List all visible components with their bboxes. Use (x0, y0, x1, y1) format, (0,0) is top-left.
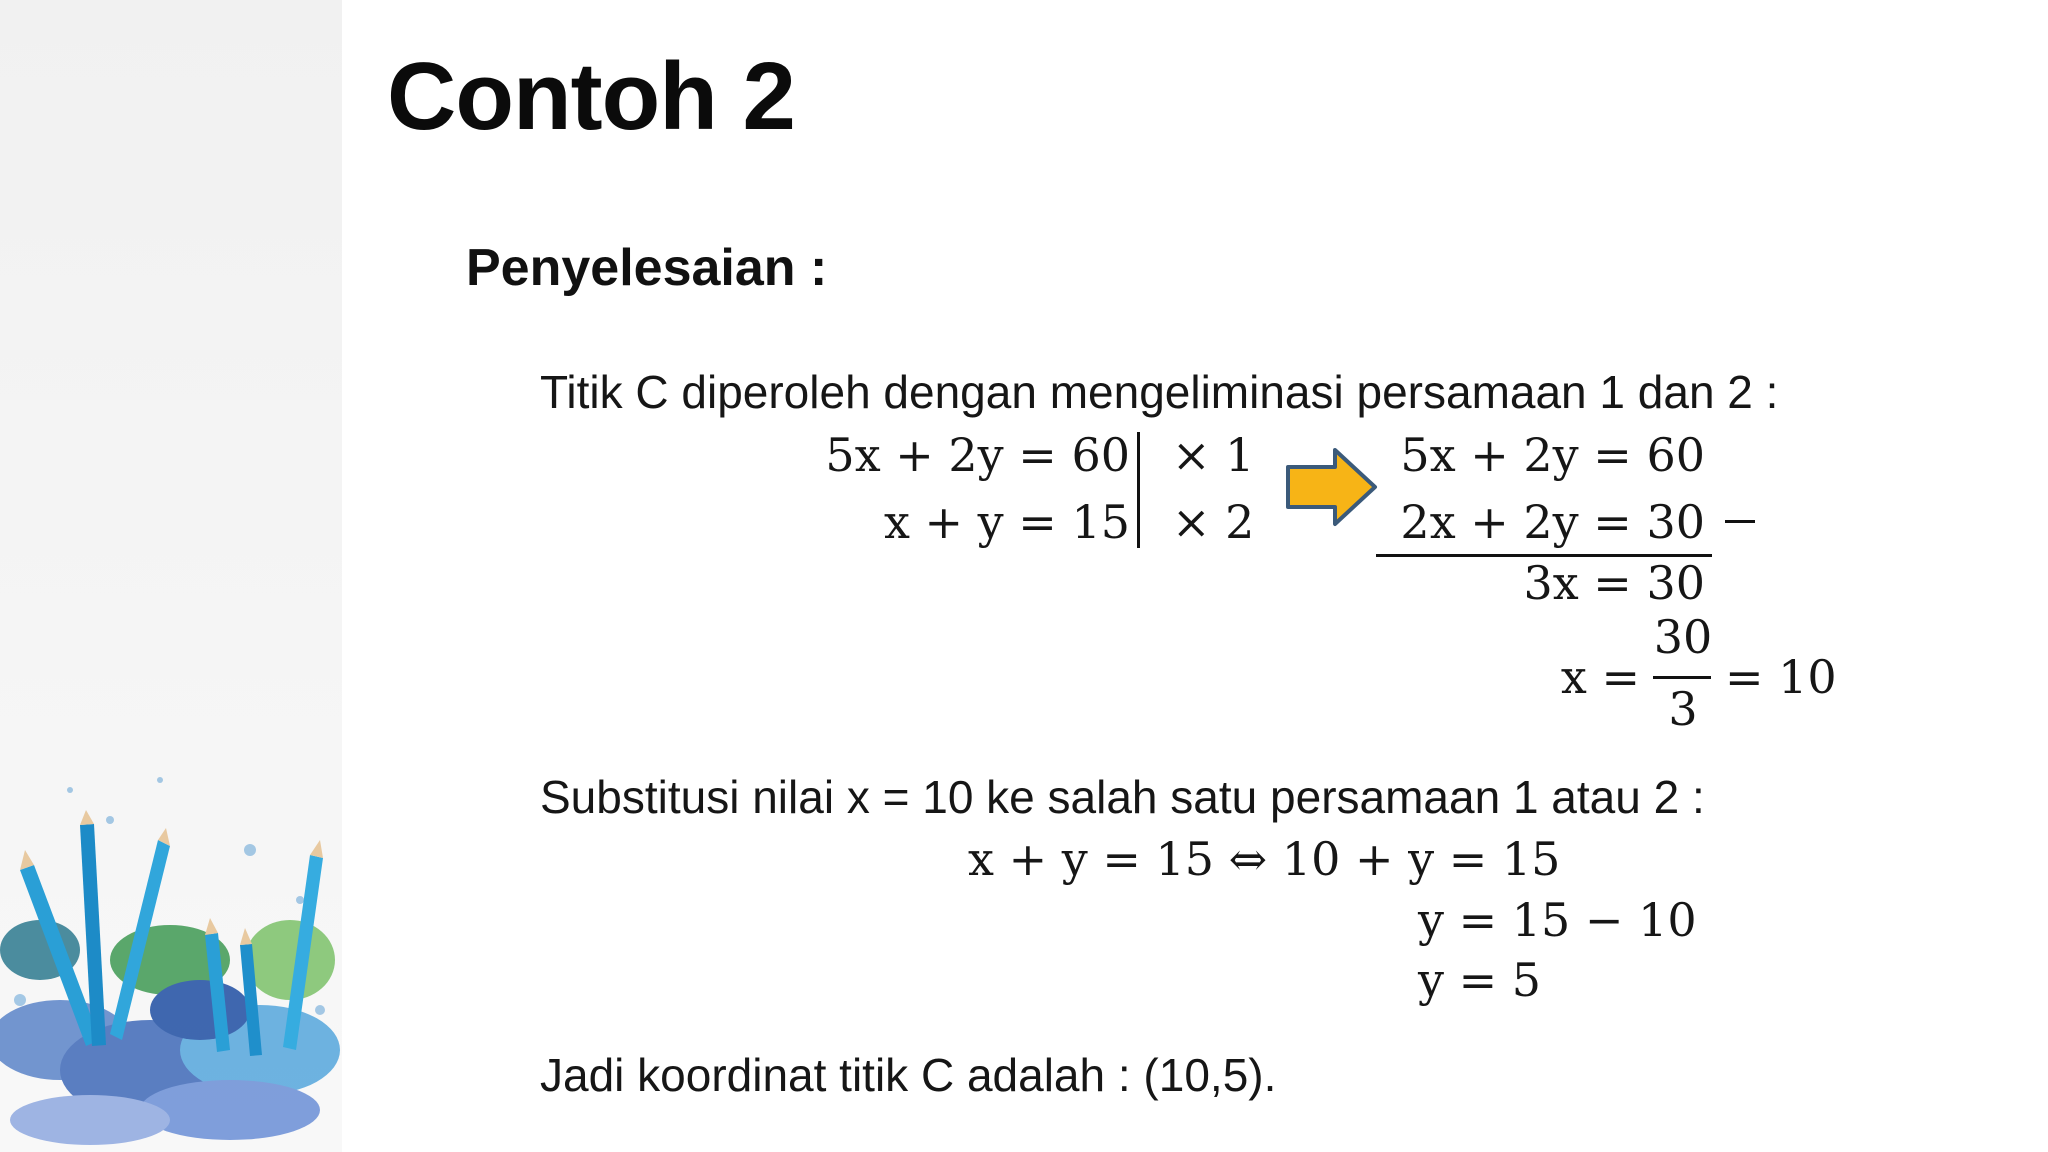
slide-title: Contoh 2 (387, 43, 795, 150)
fraction-bar (1653, 676, 1711, 679)
substitution-line-2: y = 15 − 10 (1418, 893, 1697, 947)
conclusion-text: Jadi koordinat titik C adalah : (10,5). (540, 1049, 1277, 1101)
fraction-denominator: 3 (1668, 682, 1698, 736)
fraction-numerator: 30 (1653, 610, 1713, 664)
section-heading: Penyelesaian : (466, 239, 828, 297)
substitution-line-1: x + y = 15 ⇔ 10 + y = 15 (968, 832, 1561, 886)
equation-2-left: x + y = 15 (883, 495, 1130, 549)
pencils-image (0, 0, 342, 1152)
x-solution-lhs: x = (1560, 650, 1640, 704)
subtraction-sign (1725, 520, 1755, 523)
elimination-intro: Titik C diperoleh dengan mengeliminasi persamaan 1 dan 2 : (540, 366, 1779, 418)
multiplier-1: × 1 (1172, 428, 1255, 482)
equation-1-left: 5x + 2y = 60 (825, 428, 1130, 482)
multiplier-separator (1137, 432, 1140, 548)
multiplier-2: × 2 (1172, 495, 1255, 549)
equation-2-right: 2x + 2y = 30 (1400, 495, 1705, 549)
elimination-result: 3x = 30 (1523, 556, 1705, 610)
decorative-sidebar (0, 0, 342, 1152)
equation-1-right: 5x + 2y = 60 (1400, 428, 1705, 482)
x-solution-rhs: = 10 (1725, 650, 1837, 704)
substitution-intro: Substitusi nilai x = 10 ke salah satu persamaan 1 atau 2 : (540, 771, 1705, 823)
substitution-line-3: y = 5 (1418, 953, 1542, 1007)
